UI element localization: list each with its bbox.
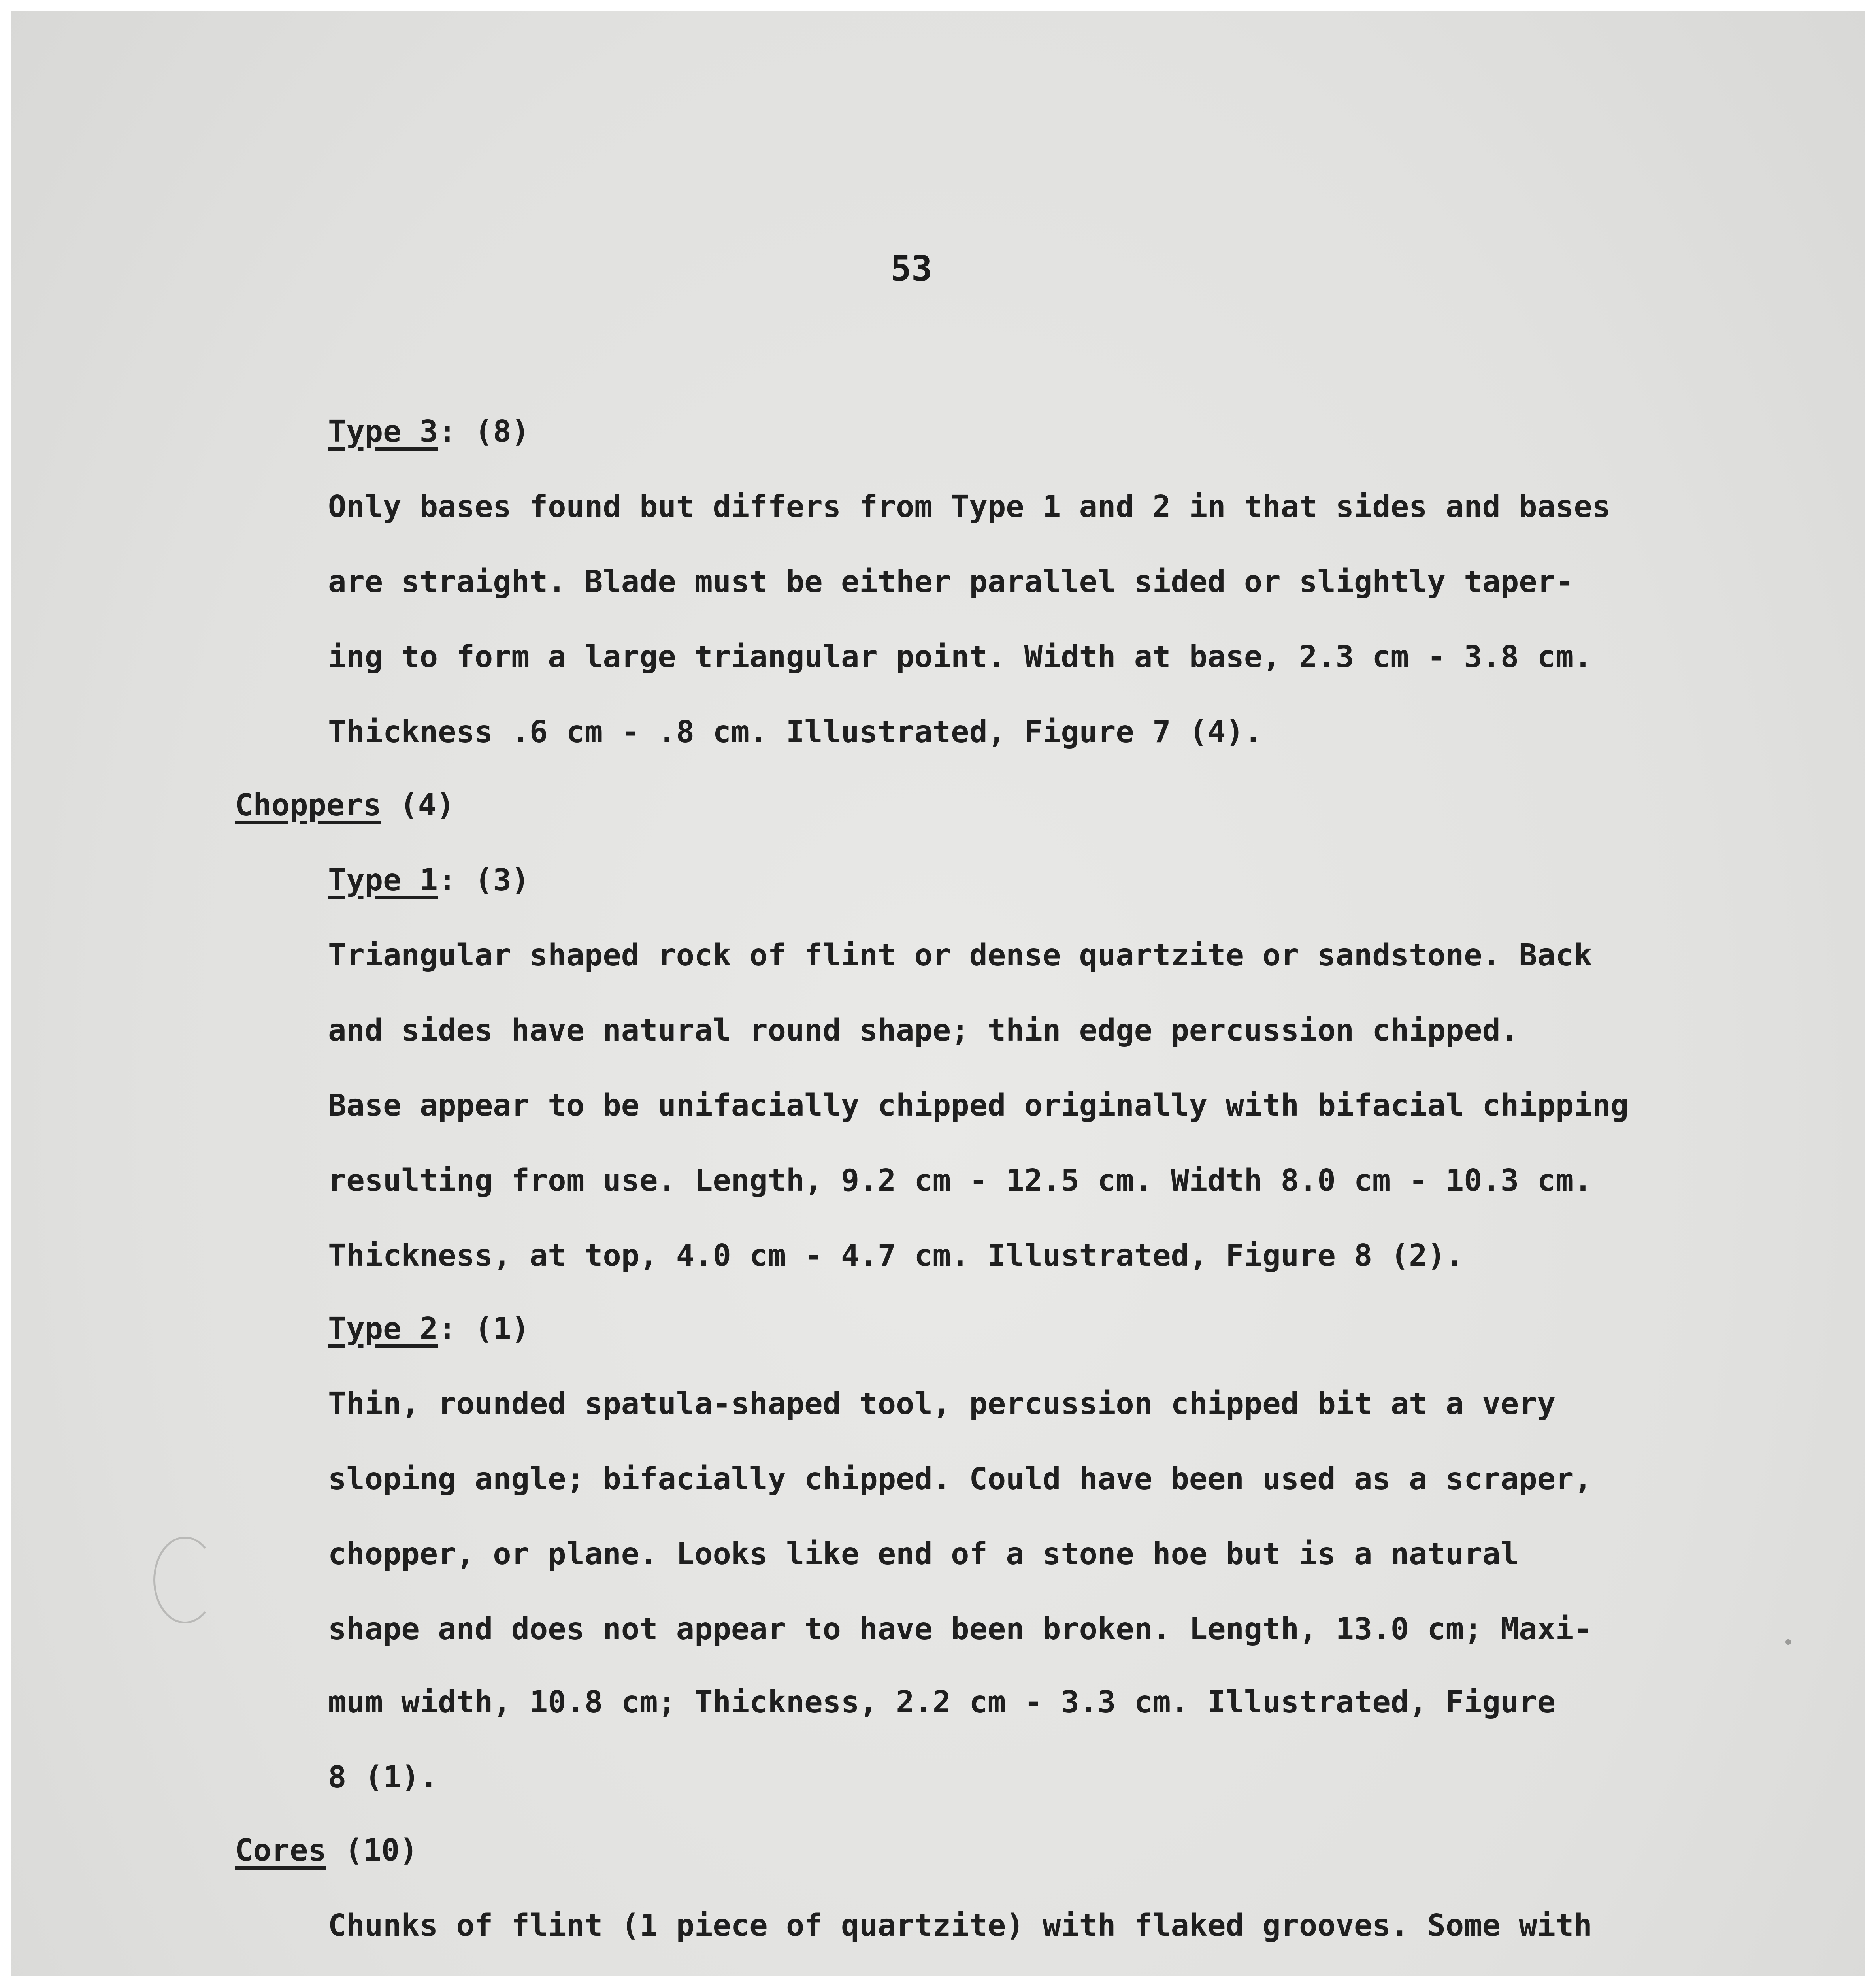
text-line: chopper, or plane. Looks like end of a stone hoe but is a natural bbox=[328, 1537, 1519, 1572]
page-number: 53 bbox=[890, 248, 932, 289]
text-line: 8 (1). bbox=[328, 1760, 438, 1795]
text-line: sloping angle; bifacially chipped. Could have been used as a scraper, bbox=[328, 1461, 1592, 1497]
text-line: and sides have natural round shape; thin edge percussion chipped. bbox=[328, 1013, 1519, 1048]
choppers-type2-heading-count: : (1) bbox=[438, 1311, 530, 1346]
choppers-heading-label: Choppers bbox=[235, 788, 381, 823]
type3-heading bbox=[328, 410, 530, 454]
choppers-type1-heading-label: Type 1 bbox=[328, 863, 438, 898]
type3-heading-label: Type 3 bbox=[328, 414, 438, 449]
document-page bbox=[11, 11, 1865, 1976]
text-line: Only bases found but differs from Type 1 and 2 in that sides and bases bbox=[328, 489, 1611, 524]
cores-heading-count: (10) bbox=[326, 1833, 418, 1868]
text-line: Thickness .6 cm - .8 cm. Illustrated, Figure 7 (4). bbox=[328, 715, 1263, 750]
choppers-type1-heading bbox=[328, 859, 530, 902]
text-line: Thin, rounded spatula-shaped tool, percussion chipped bit at a very bbox=[328, 1386, 1555, 1422]
choppers-type1-heading-count: : (3) bbox=[438, 863, 530, 898]
paper-stain bbox=[153, 1537, 217, 1623]
text-line: Base appear to be unifacially chipped originally with bifacial chipping bbox=[328, 1088, 1629, 1123]
text-line: ing to form a large triangular point. Width at base, 2.3 cm - 3.8 cm. bbox=[328, 639, 1592, 675]
choppers-heading-count: (4) bbox=[381, 788, 455, 823]
cores-heading bbox=[235, 1829, 418, 1872]
text-line: Chunks of flint (1 piece of quartzite) with flaked grooves. Some with bbox=[328, 1908, 1592, 1943]
type3-heading-count: : (8) bbox=[438, 414, 530, 449]
text-line: resulting from use. Length, 9.2 cm - 12.5 cm. Width 8.0 cm - 10.3 cm. bbox=[328, 1163, 1592, 1198]
text-line: are straight. Blade must be either parallel sided or slightly taper- bbox=[328, 564, 1574, 600]
text-line: Triangular shaped rock of flint or dense quartzite or sandstone. Back bbox=[328, 938, 1592, 973]
choppers-heading bbox=[235, 784, 454, 827]
cores-heading-label: Cores bbox=[235, 1833, 326, 1868]
text-line: mum width, 10.8 cm; Thickness, 2.2 cm - 3.3 cm. Illustrated, Figure bbox=[328, 1685, 1555, 1720]
choppers-type2-heading-label: Type 2 bbox=[328, 1311, 438, 1346]
choppers-type2-heading bbox=[328, 1307, 530, 1351]
text-line: Thickness, at top, 4.0 cm - 4.7 cm. Illustrated, Figure 8 (2). bbox=[328, 1238, 1464, 1273]
paper-speck bbox=[1785, 1639, 1791, 1645]
text-line: shape and does not appear to have been broken. Length, 13.0 cm; Maxi- bbox=[328, 1612, 1592, 1647]
